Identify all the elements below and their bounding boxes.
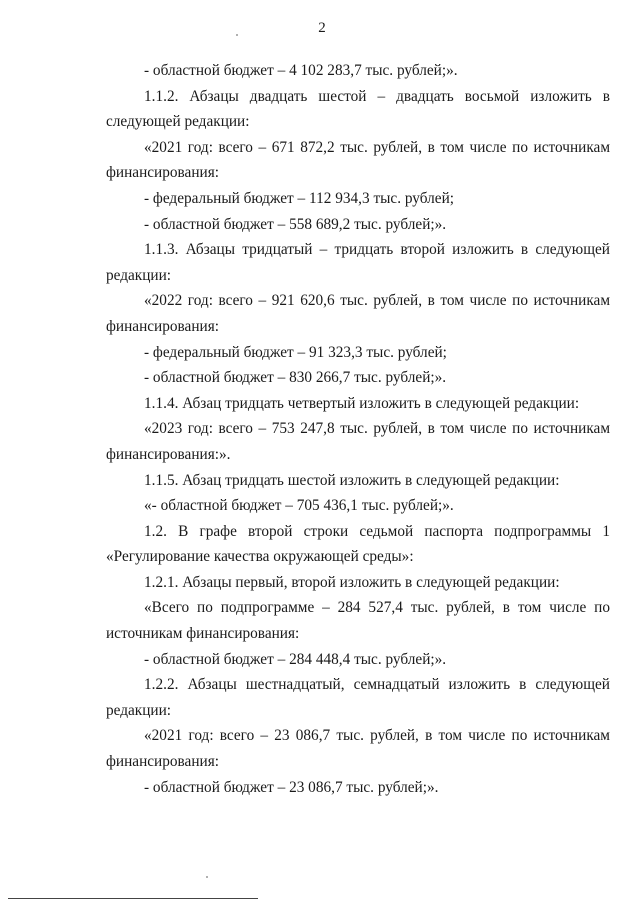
paragraph-subprogram-total: «Всего по подпрограмме – 284 527,4 тыс. рублей, в том числе по источникам финансирования:	[106, 599, 610, 643]
paragraph-1-2-2: 1.2.2. Абзацы шестнадцатый, семнадцатый изложить в следующей редакции:	[106, 676, 610, 719]
paragraph-1-1-5: 1.1.5. Абзац тридцать шестой изложить в следующей редакции:	[144, 471, 560, 489]
paragraph-2021-total: «2021 год: всего – 671 872,2 тыс. рублей, в том числе по источникам финансирования:	[106, 138, 610, 182]
page-number: 2	[318, 20, 326, 36]
paragraph-2022-regional: - областной бюджет – 830 266,7 тыс. рублей;».	[144, 369, 447, 387]
paragraph-regional-budget-total: - областной бюджет – 4 102 283,7 тыс. рублей;».	[144, 62, 458, 79]
paragraph-2022-total: «2022 год: всего – 921 620,6 тыс. рублей, в том числе по источникам финансирования:	[106, 292, 610, 335]
paragraph-regional-budget-new: «- областной бюджет – 705 436,1 тыс. рублей;».	[144, 497, 454, 515]
paragraph-subprogram-regional: - областной бюджет – 284 448,4 тыс. рублей;».	[144, 650, 447, 668]
paragraph-2021-regional: - областной бюджет – 558 689,2 тыс. рублей;».	[144, 215, 447, 233]
paragraph-1-1-3: 1.1.3. Абзацы тридцатый – тридцать второй изложить в следующей редакции:	[106, 241, 610, 284]
paragraph-2022-federal: - федеральный бюджет – 91 323,3 тыс. рублей;	[144, 343, 447, 361]
paragraph-2023-total: «2023 год: всего – 753 247,8 тыс. рублей, в том числе по источникам финансирования:».	[106, 420, 610, 463]
paragraph-1-2-1: 1.2.1. Абзацы первый, второй изложить в следующей редакции:	[144, 573, 560, 591]
paragraph-1-1-2: 1.1.2. Абзацы двадцать шестой – двадцать восьмой изложить в следующей редакции:	[106, 87, 610, 131]
paragraph-2021-subprogram-total: «2021 год: всего – 23 086,7 тыс. рублей, в том числе по источникам финансирования:	[106, 727, 610, 771]
paragraph-2021-federal: - федеральный бюджет – 112 934,3 тыс. рублей;	[144, 189, 455, 207]
paragraph-2021-subprogram-regional: - областной бюджет – 23 086,7 тыс. рублей;».	[144, 778, 439, 796]
paragraph-1-2: 1.2. В графе второй строки седьмой паспорта подпрограммы 1 «Регулирование качества окружающей среды»:	[106, 522, 610, 566]
scan-speck	[206, 876, 208, 878]
scan-speck	[236, 34, 238, 36]
footer-rule	[8, 898, 258, 899]
paragraph-1-1-4: 1.1.4. Абзац тридцать четвертый изложить в следующей редакции:	[144, 394, 580, 412]
document-body	[106, 58, 610, 800]
